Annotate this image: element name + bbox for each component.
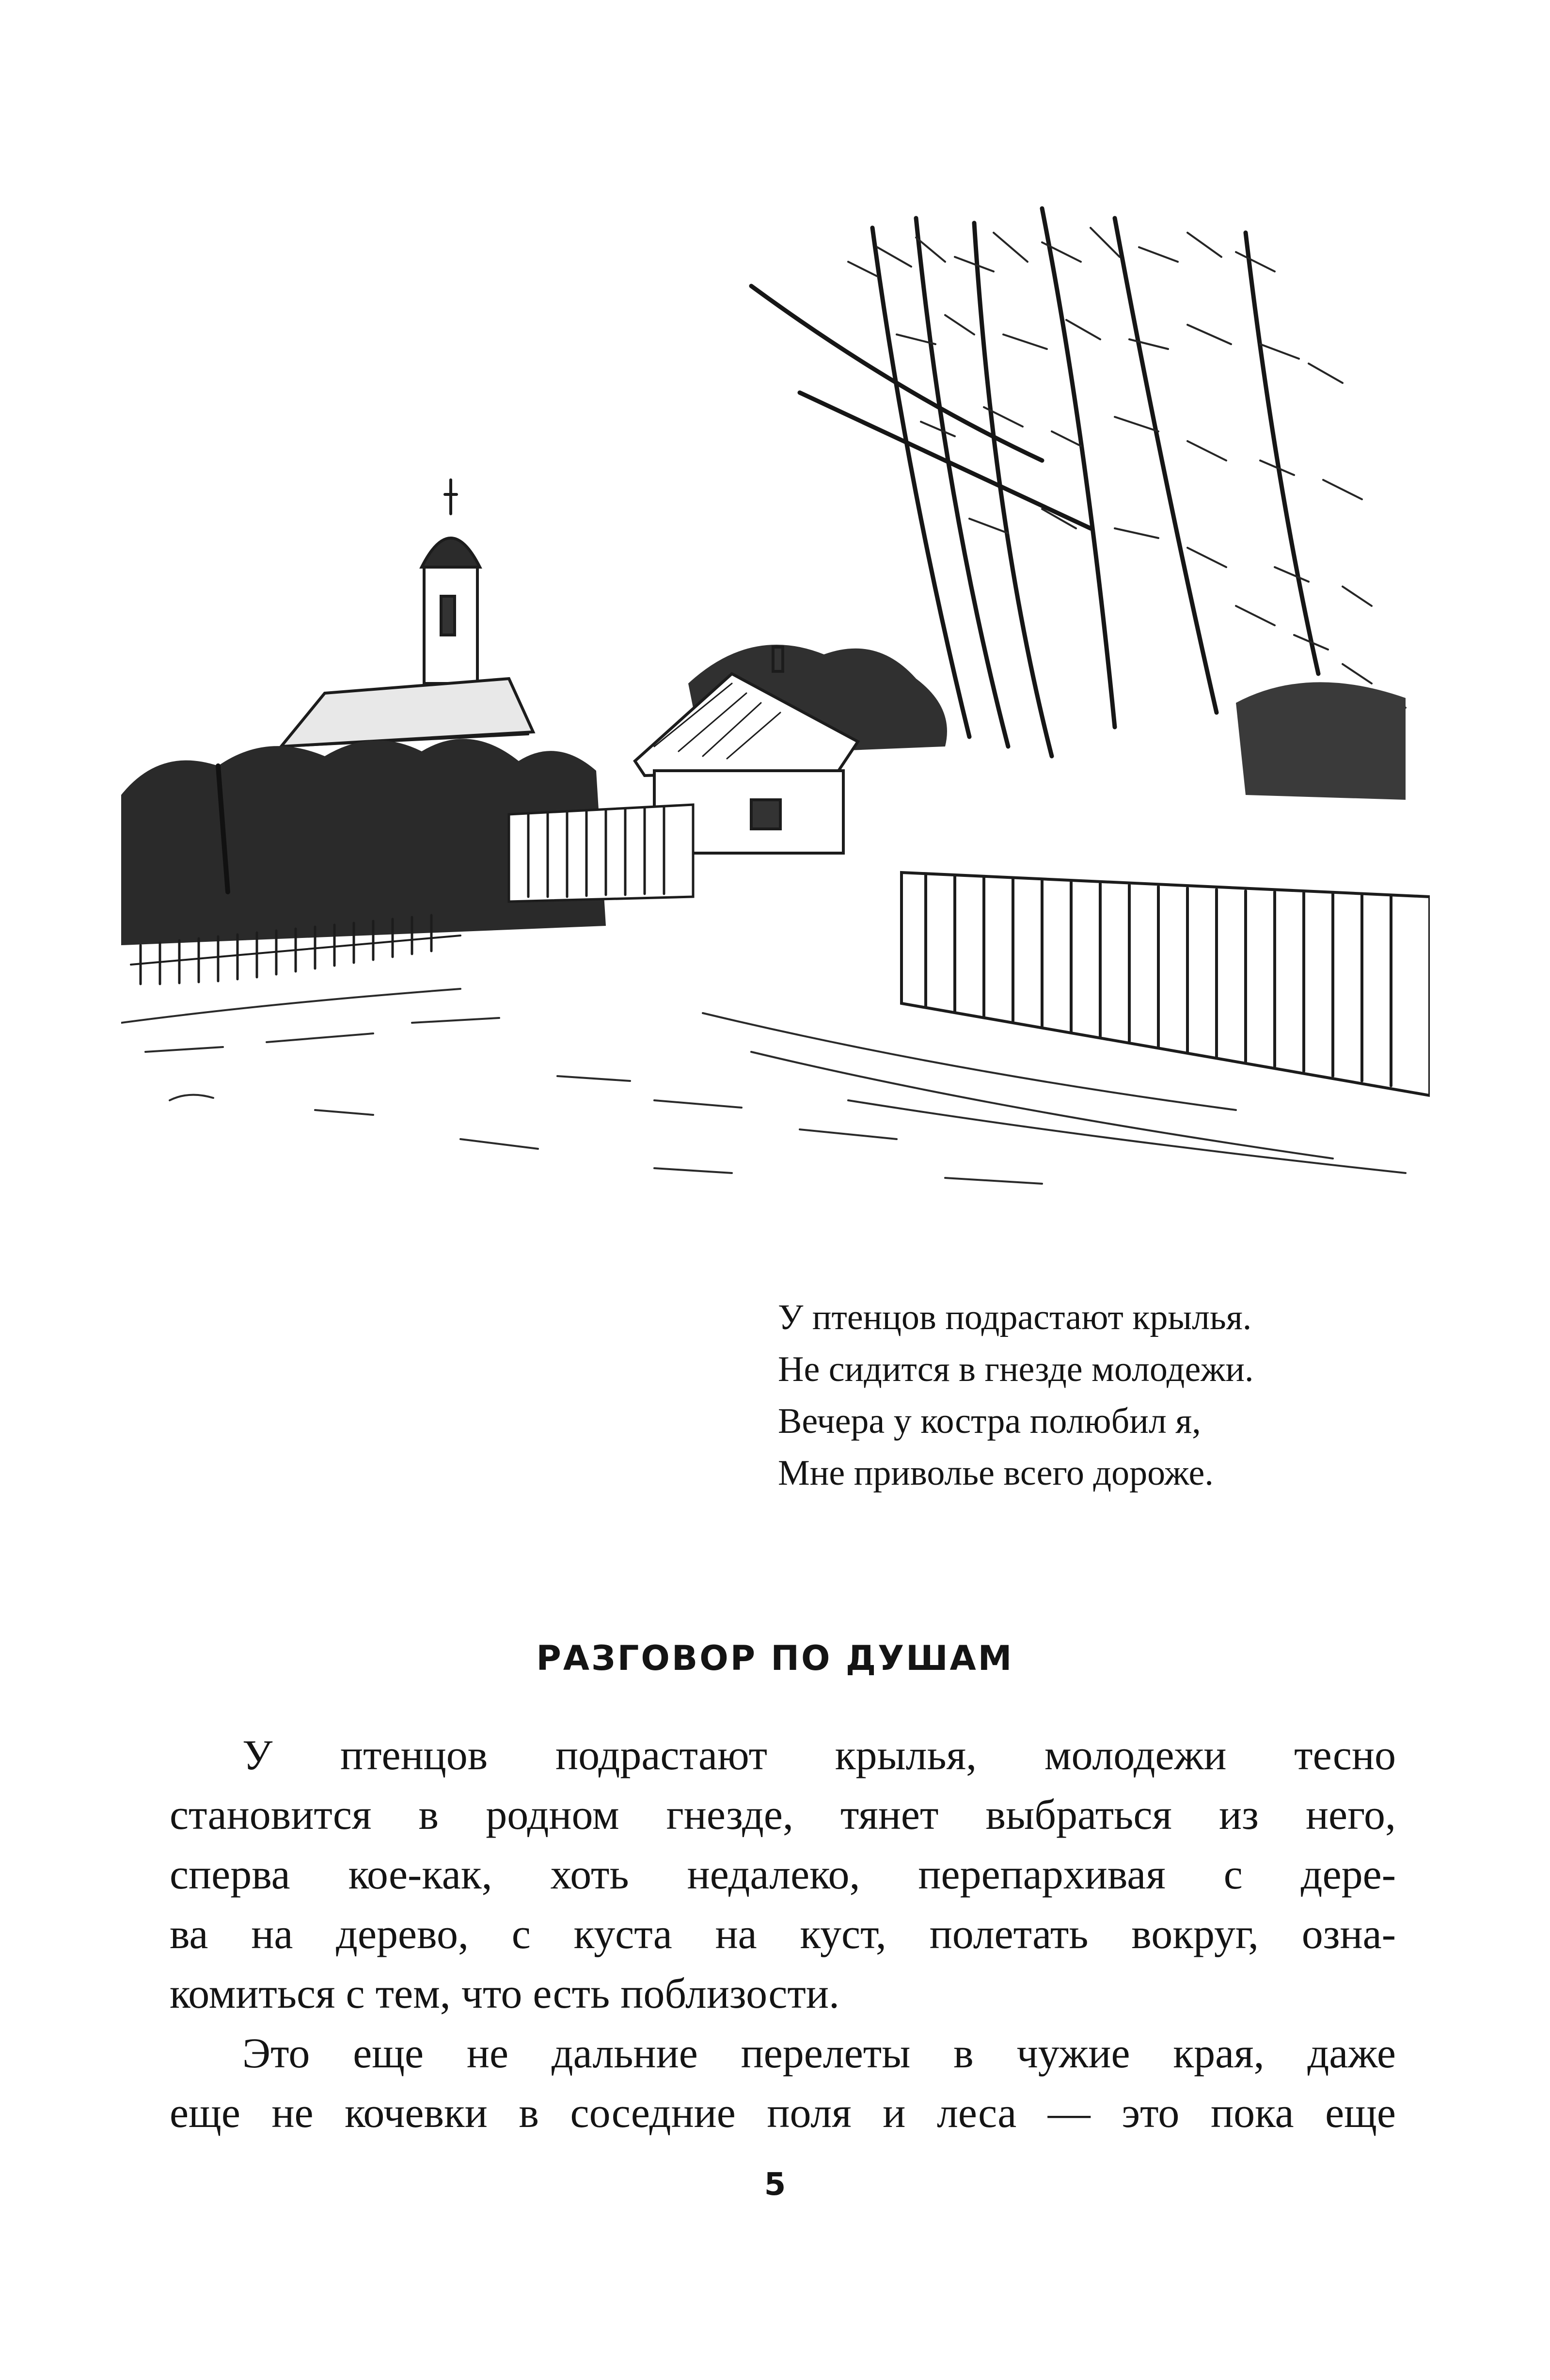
right-fence — [902, 873, 1430, 1095]
foliage — [848, 228, 1406, 708]
epigraph-line: У птенцов подрастают крылья. — [778, 1298, 1252, 1337]
body-text — [170, 1726, 1396, 2143]
sketch-drawing — [121, 189, 1430, 1197]
epigraph-line: Мне приволье всего дороже. — [778, 1453, 1214, 1493]
body-line: У птенцов подрастают крылья, молодежи тесно — [242, 1732, 1396, 1779]
body-line: сперва кое-как, хоть недалеко, перепархивая с дере- — [170, 1851, 1396, 1898]
epigraph — [778, 1292, 1456, 1499]
body-line: становится в родном гнезде, тянет выбраться из него, — [170, 1792, 1396, 1839]
village-street-illustration — [121, 189, 1430, 1197]
epigraph-line: Вечера у костра полюбил я, — [778, 1401, 1201, 1441]
body-line: комиться с тем, что есть поблизости. — [170, 1970, 839, 2017]
epigraph-line: Не сидится в гнезде молодежи. — [778, 1349, 1254, 1389]
body-line: Это еще не дальние перелеты в чужие края, даже — [242, 2030, 1396, 2077]
page-number: 5 — [764, 2167, 786, 2203]
chapter-heading: РАЗГОВОР ПО ДУШАМ — [536, 1638, 1014, 1678]
church — [281, 480, 533, 746]
body-line: еще не кочевки в соседние поля и леса — это пока еще — [170, 2090, 1396, 2137]
body-line: ва на дерево, с куста на куст, полетать вокруг, озна- — [170, 1911, 1396, 1958]
center-fence — [509, 805, 693, 902]
